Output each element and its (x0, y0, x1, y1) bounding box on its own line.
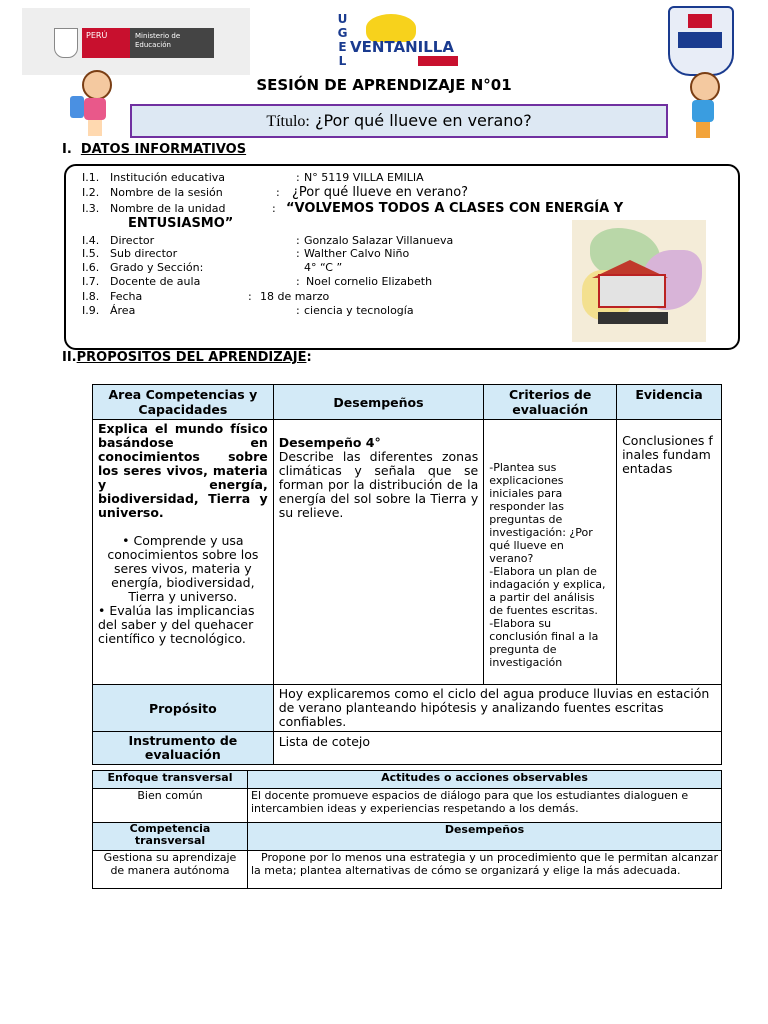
table-header: Actitudes o acciones observables (248, 771, 722, 789)
table-header: Enfoque transversal (93, 771, 248, 789)
table-header: Desempeños (248, 823, 722, 851)
lesson-title-box (130, 104, 668, 138)
desempeno-cell (273, 420, 484, 685)
instrumento-text: Lista de cotejo (273, 732, 721, 765)
table-header: Desempeños (273, 385, 484, 420)
peru-map-illustration (572, 220, 706, 342)
datos-row: I.6. Grado y Sección: 4° “C ” (82, 261, 343, 274)
enfoque-cell: Bien común (93, 789, 248, 823)
session-title: SESIÓN DE APRENDIZAJE N°01 (256, 76, 512, 94)
ugel-vertical-text: UGEL (335, 12, 350, 68)
section-2-heading: II.PROPOSITOS DEL APRENDIZAJE: (62, 350, 312, 365)
datos-row: I.3. Nombre de la unidad : “VOLVEMOS TODOS A CLASES CON ENERGÍA Y (82, 201, 624, 216)
datos-row: I.1. Institución educativa : N° 5119 VILLA EMILIA (82, 171, 424, 184)
school-crest-logo (668, 6, 734, 76)
capacidad-text: • Comprende y usa conocimientos sobre los seres vivos, materia y energía, biodiversidad, Tierra y universo. (107, 533, 259, 604)
competencia-text: Explica el mundo físico basándose en conocimientos sobre los seres vivos, materia y energía, biodiversidad, Tierra y universo. (98, 421, 268, 520)
competencia-cell (93, 420, 274, 685)
crest-top-icon (688, 14, 712, 28)
desempeno-transversal-cell: Propone por lo menos una estrategia y un procedimiento que le permitan alcanzar la meta; plantea alternativas de cómo se organizará y elige la más adecuada. (248, 851, 722, 889)
capacidad-text: • Evalúa las implicancias del saber y del quehacer científico y tecnológico. (98, 603, 255, 646)
table-header: Evidencia (617, 385, 722, 420)
datos-row: I.5. Sub director : Walther Calvo Niño (82, 247, 410, 260)
title-label: Título: (266, 113, 310, 130)
datos-row: I.4. Director : Gonzalo Salazar Villanueva (82, 234, 454, 247)
section-1-heading: I. DATOS INFORMATIVOS (62, 142, 247, 157)
table-header: Criterios de evaluación (484, 385, 617, 420)
ugel-logo (330, 12, 475, 70)
books-icon (418, 56, 458, 66)
desempeno-title: Desempeño 4° (278, 435, 381, 450)
criterios-text: -Plantea sus explicaciones iniciales para responder las preguntas de investigación: ¿Por qué llueve en verano? -Elabora un plan de indagación y explica, a partir del análisis de fuentes escritas. -Elabora su conclusión final a la pregunta de investigación (489, 461, 606, 669)
coat-of-arms-icon (54, 28, 78, 58)
enfoque-transversal-table (92, 770, 722, 889)
instrumento-label: Instrumento de evaluación (93, 732, 274, 765)
evidencia-cell (617, 420, 722, 685)
desempeno-text: Describe las diferentes zonas climáticas y señala que se forman por la distribución de la energía del sol sobre la Tierra y su relieve. (278, 449, 479, 520)
crest-bottom-icon (676, 52, 724, 66)
title-value: ¿Por qué llueve en verano? (314, 111, 532, 130)
datos-row: I.8. Fecha : 18 de marzo (82, 290, 330, 303)
propositos-table (92, 384, 722, 765)
evidencia-text: Conclusiones finales fundamentadas (622, 433, 713, 476)
minedu-logo (22, 8, 250, 75)
proposito-label: Propósito (93, 685, 274, 732)
criterios-cell (484, 420, 617, 685)
table-header: Area Competencias y Capacidades (93, 385, 274, 420)
competencia-transversal-cell: Gestiona su aprendizaje de manera autónoma (93, 851, 248, 889)
datos-row: I.9. Área : ciencia y tecnología (82, 304, 414, 317)
table-header: Competencia transversal (93, 823, 248, 851)
ministry-label: Ministerio de Educación (130, 28, 214, 58)
crest-band-icon (678, 32, 722, 48)
actitudes-cell: El docente promueve espacios de diálogo para que los estudiantes dialoguen e intercambien ideas y experiencias respetando a los demás. (248, 789, 722, 823)
datos-row: I.7. Docente de aula : Noel cornelio Elizabeth (82, 275, 433, 288)
ugel-name: VENTANILLA (350, 38, 454, 56)
datos-row: I.2. Nombre de la sesión : ¿Por qué llueve en verano? (82, 185, 469, 200)
proposito-text: Hoy explicaremos como el ciclo del agua produce lluvias en estación de verano planteando hipótesis y analizando fuentes escritas confiables. (273, 685, 721, 732)
peru-label: PERÚ (82, 28, 130, 58)
